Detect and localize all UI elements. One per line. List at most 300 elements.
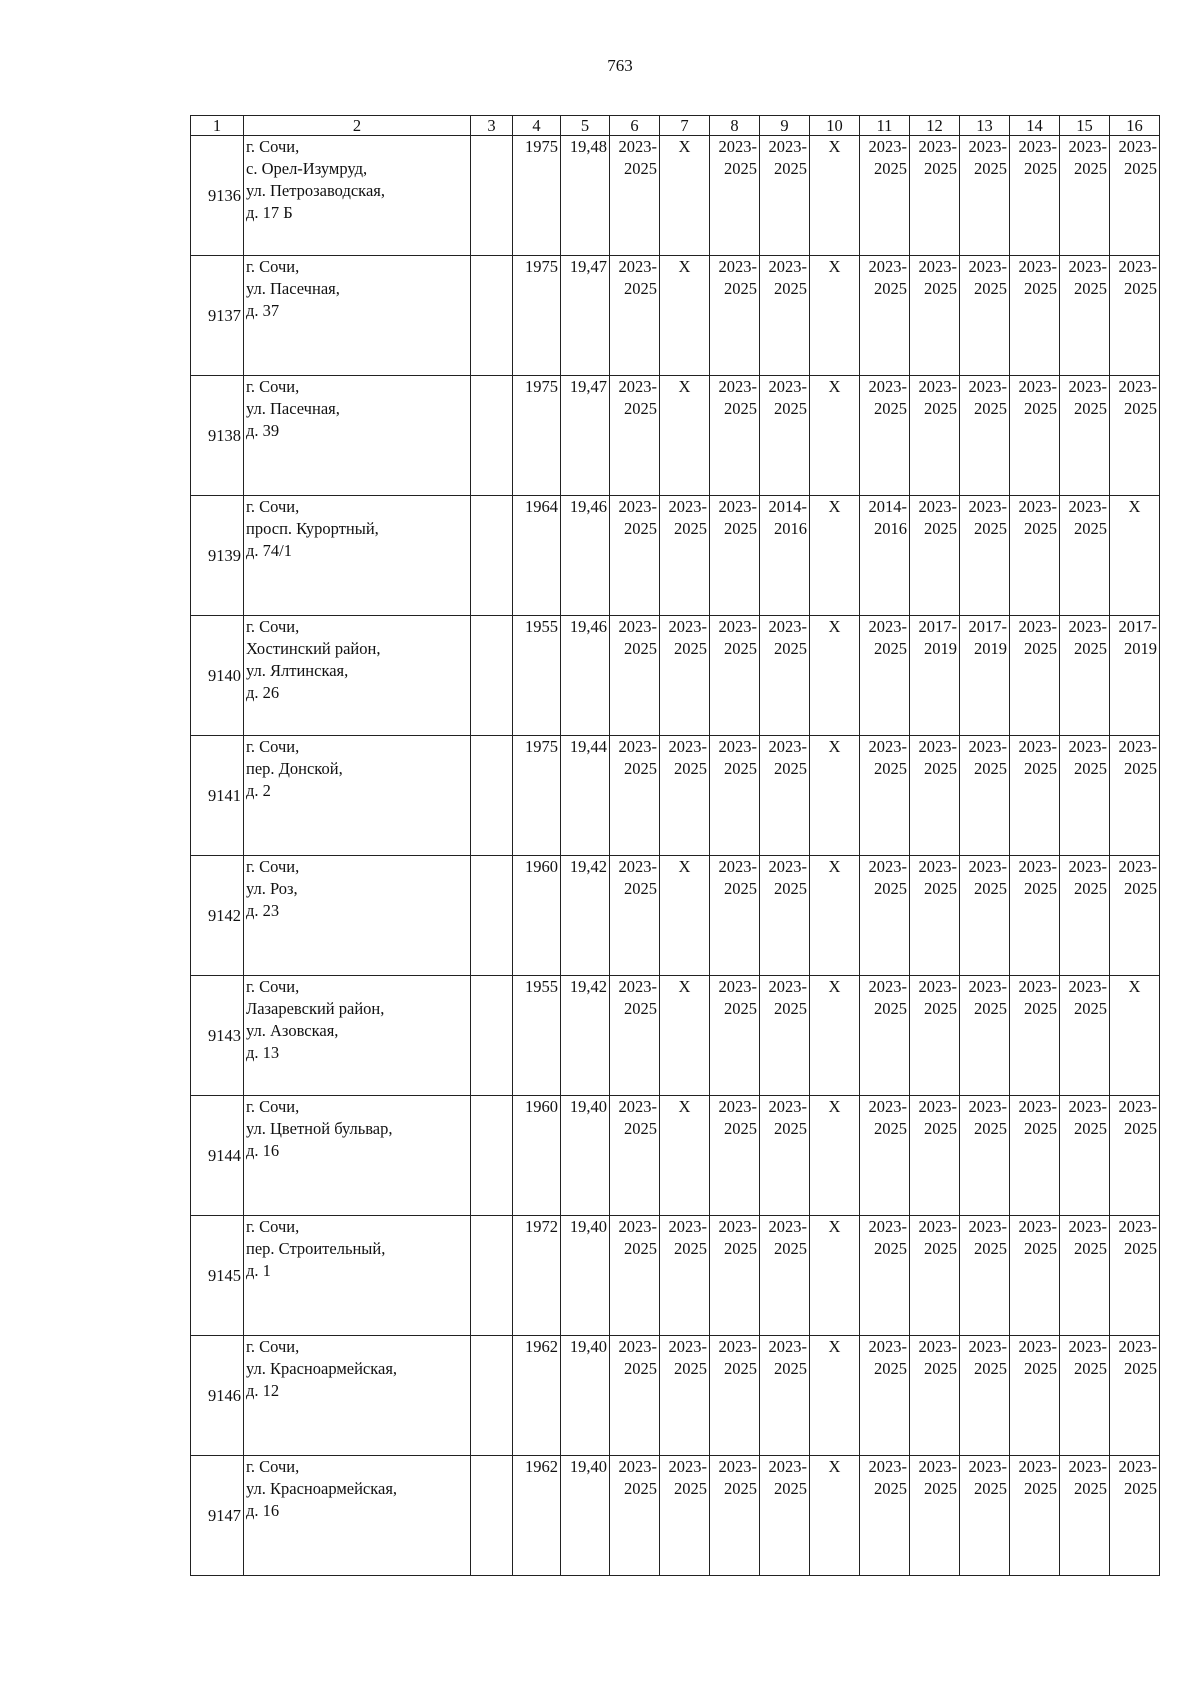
period-start: 2023- bbox=[618, 257, 657, 276]
period-end: 2025 bbox=[1024, 879, 1057, 898]
table-row bbox=[191, 616, 1160, 736]
period-end: 2025 bbox=[724, 399, 757, 418]
column-3-cell bbox=[471, 1456, 513, 1576]
period-cell bbox=[610, 976, 660, 1096]
period-start: 2023- bbox=[968, 1097, 1007, 1116]
period-end: 2025 bbox=[1074, 519, 1107, 538]
address-line: ул. Цветной бульвар, bbox=[246, 1119, 393, 1138]
period-start: 2023- bbox=[768, 1337, 807, 1356]
period-cell bbox=[1010, 496, 1060, 616]
period-start: 2023- bbox=[618, 137, 657, 156]
column-header-4: 4 bbox=[513, 116, 561, 136]
period-cell bbox=[710, 256, 760, 376]
period-cell bbox=[760, 616, 810, 736]
period-start: 2023- bbox=[1068, 977, 1107, 996]
period-cell bbox=[860, 1456, 910, 1576]
row-number: 9137 bbox=[191, 256, 244, 376]
period-end: 2025 bbox=[624, 639, 657, 658]
period-start: 2023- bbox=[718, 857, 757, 876]
row-number: 9145 bbox=[191, 1216, 244, 1336]
period-start: 2023- bbox=[768, 137, 807, 156]
period-end: 2025 bbox=[1124, 879, 1157, 898]
table-body bbox=[191, 116, 1160, 1576]
address-line: г. Сочи, bbox=[246, 137, 300, 156]
period-end: 2019 bbox=[924, 639, 957, 658]
period-start: 2023- bbox=[1118, 137, 1157, 156]
period-end: 2025 bbox=[974, 279, 1007, 298]
period-cell bbox=[960, 616, 1010, 736]
period-end: 2025 bbox=[1124, 1239, 1157, 1258]
period-start: 2023- bbox=[718, 497, 757, 516]
address-line: д. 16 bbox=[246, 1501, 280, 1520]
period-cell bbox=[610, 376, 660, 496]
address-cell bbox=[244, 1336, 471, 1456]
address-line: д. 74/1 bbox=[246, 541, 292, 560]
period-start: 2023- bbox=[618, 737, 657, 756]
period-start: 2023- bbox=[718, 977, 757, 996]
period-end: 2025 bbox=[924, 879, 957, 898]
period-start: 2023- bbox=[1018, 1217, 1057, 1236]
address-line: д. 17 Б bbox=[246, 203, 293, 222]
period-cell bbox=[860, 496, 910, 616]
period-cell bbox=[1010, 1456, 1060, 1576]
period-start: 2023- bbox=[918, 377, 957, 396]
period-cell bbox=[910, 136, 960, 256]
period-end: 2025 bbox=[974, 879, 1007, 898]
address-line: пер. Донской, bbox=[246, 759, 343, 778]
period-end: 2025 bbox=[924, 159, 957, 178]
column-header-10: 10 bbox=[810, 116, 860, 136]
period-start: 2023- bbox=[1018, 377, 1057, 396]
period-cell bbox=[610, 496, 660, 616]
period-start: 2023- bbox=[618, 1457, 657, 1476]
address-line: д. 23 bbox=[246, 901, 280, 920]
not-applicable-cell: X bbox=[810, 136, 860, 256]
period-cell bbox=[710, 376, 760, 496]
period-start: 2023- bbox=[768, 1457, 807, 1476]
address-line: г. Сочи, bbox=[246, 257, 300, 276]
period-cell bbox=[860, 1216, 910, 1336]
address-line: ул. Азовская, bbox=[246, 1021, 339, 1040]
period-cell bbox=[910, 1456, 960, 1576]
not-applicable-cell: X bbox=[810, 376, 860, 496]
column-header-15: 15 bbox=[1060, 116, 1110, 136]
period-end: 2025 bbox=[874, 1239, 907, 1258]
address-cell bbox=[244, 976, 471, 1096]
period-cell bbox=[710, 496, 760, 616]
period-cell bbox=[760, 856, 810, 976]
address-line: просп. Курортный, bbox=[246, 519, 379, 538]
period-cell bbox=[960, 1456, 1010, 1576]
table-row bbox=[191, 1456, 1160, 1576]
period-end: 2019 bbox=[974, 639, 1007, 658]
period-end: 2025 bbox=[774, 279, 807, 298]
period-start: 2023- bbox=[918, 857, 957, 876]
period-end: 2025 bbox=[1124, 1479, 1157, 1498]
year-cell: 1955 bbox=[513, 616, 561, 736]
period-start: 2023- bbox=[668, 1217, 707, 1236]
row-number: 9138 bbox=[191, 376, 244, 496]
period-end: 2025 bbox=[1024, 639, 1057, 658]
address-cell bbox=[244, 136, 471, 256]
period-start: 2023- bbox=[718, 137, 757, 156]
not-applicable-cell: X bbox=[660, 1096, 710, 1216]
period-cell bbox=[960, 376, 1010, 496]
period-cell bbox=[910, 616, 960, 736]
period-cell bbox=[910, 856, 960, 976]
year-cell: 1962 bbox=[513, 1456, 561, 1576]
value-cell: 19,40 bbox=[561, 1336, 610, 1456]
column-3-cell bbox=[471, 256, 513, 376]
period-start: 2023- bbox=[1118, 1457, 1157, 1476]
period-start: 2014- bbox=[868, 497, 907, 516]
column-header-3: 3 bbox=[471, 116, 513, 136]
table-row bbox=[191, 1336, 1160, 1456]
table-row bbox=[191, 976, 1160, 1096]
period-start: 2023- bbox=[668, 497, 707, 516]
period-cell bbox=[760, 1336, 810, 1456]
table-row bbox=[191, 496, 1160, 616]
year-cell: 1975 bbox=[513, 376, 561, 496]
period-end: 2025 bbox=[724, 759, 757, 778]
period-cell bbox=[660, 736, 710, 856]
period-end: 2025 bbox=[724, 1479, 757, 1498]
period-cell bbox=[760, 1456, 810, 1576]
address-line: г. Сочи, bbox=[246, 1217, 300, 1236]
period-end: 2025 bbox=[974, 1479, 1007, 1498]
value-cell: 19,46 bbox=[561, 616, 610, 736]
period-end: 2025 bbox=[624, 159, 657, 178]
address-line: ул. Красноармейская, bbox=[246, 1479, 398, 1498]
period-start: 2023- bbox=[1118, 857, 1157, 876]
period-start: 2023- bbox=[918, 1097, 957, 1116]
period-end: 2025 bbox=[874, 1359, 907, 1378]
table-row bbox=[191, 736, 1160, 856]
period-end: 2025 bbox=[1124, 1119, 1157, 1138]
value-cell: 19,42 bbox=[561, 976, 610, 1096]
column-header-13: 13 bbox=[960, 116, 1010, 136]
period-start: 2023- bbox=[618, 617, 657, 636]
period-start: 2023- bbox=[768, 1097, 807, 1116]
period-cell bbox=[860, 376, 910, 496]
not-applicable-cell: X bbox=[810, 256, 860, 376]
period-cell bbox=[710, 1216, 760, 1336]
table-row bbox=[191, 856, 1160, 976]
period-end: 2025 bbox=[1074, 759, 1107, 778]
address-line: с. Орел-Изумруд, bbox=[246, 159, 368, 178]
period-end: 2025 bbox=[974, 159, 1007, 178]
period-end: 2025 bbox=[874, 159, 907, 178]
period-end: 2025 bbox=[974, 399, 1007, 418]
period-cell bbox=[1060, 136, 1110, 256]
not-applicable-cell: X bbox=[660, 256, 710, 376]
address-line: д. 2 bbox=[246, 781, 271, 800]
period-end: 2025 bbox=[674, 1359, 707, 1378]
period-cell bbox=[660, 1336, 710, 1456]
period-start: 2023- bbox=[968, 1217, 1007, 1236]
value-cell: 19,48 bbox=[561, 136, 610, 256]
not-applicable-cell: X bbox=[660, 376, 710, 496]
period-start: 2023- bbox=[718, 257, 757, 276]
column-3-cell bbox=[471, 136, 513, 256]
period-cell bbox=[710, 976, 760, 1096]
period-start: 2023- bbox=[868, 1217, 907, 1236]
period-end: 2025 bbox=[1074, 999, 1107, 1018]
period-cell bbox=[1010, 856, 1060, 976]
value-cell: 19,47 bbox=[561, 376, 610, 496]
period-start: 2023- bbox=[868, 1457, 907, 1476]
year-cell: 1960 bbox=[513, 1096, 561, 1216]
period-cell bbox=[760, 1096, 810, 1216]
period-cell bbox=[960, 856, 1010, 976]
period-end: 2025 bbox=[624, 1239, 657, 1258]
header-row bbox=[191, 116, 1160, 136]
period-cell bbox=[610, 256, 660, 376]
period-start: 2023- bbox=[618, 857, 657, 876]
period-end: 2025 bbox=[774, 1239, 807, 1258]
period-cell bbox=[710, 1096, 760, 1216]
period-cell bbox=[660, 1456, 710, 1576]
period-end: 2025 bbox=[674, 519, 707, 538]
period-end: 2025 bbox=[924, 519, 957, 538]
period-start: 2023- bbox=[668, 737, 707, 756]
period-start: 2023- bbox=[668, 1337, 707, 1356]
period-cell bbox=[1110, 1096, 1160, 1216]
row-number: 9142 bbox=[191, 856, 244, 976]
address-cell bbox=[244, 376, 471, 496]
period-start: 2023- bbox=[718, 1097, 757, 1116]
period-end: 2025 bbox=[974, 1239, 1007, 1258]
period-cell bbox=[860, 856, 910, 976]
period-end: 2025 bbox=[924, 279, 957, 298]
period-start: 2023- bbox=[868, 857, 907, 876]
period-start: 2023- bbox=[1068, 737, 1107, 756]
register-table bbox=[190, 115, 1160, 1576]
period-cell bbox=[1010, 736, 1060, 856]
period-start: 2023- bbox=[718, 1217, 757, 1236]
period-start: 2014- bbox=[768, 497, 807, 516]
period-end: 2025 bbox=[774, 399, 807, 418]
period-end: 2025 bbox=[724, 1359, 757, 1378]
period-cell bbox=[760, 496, 810, 616]
period-cell bbox=[1110, 136, 1160, 256]
period-start: 2023- bbox=[768, 377, 807, 396]
not-applicable-cell: X bbox=[660, 136, 710, 256]
column-3-cell bbox=[471, 856, 513, 976]
address-line: д. 16 bbox=[246, 1141, 280, 1160]
period-cell bbox=[1060, 616, 1110, 736]
period-end: 2025 bbox=[774, 639, 807, 658]
period-cell bbox=[910, 976, 960, 1096]
period-start: 2023- bbox=[1018, 617, 1057, 636]
period-cell bbox=[860, 256, 910, 376]
not-applicable-cell: X bbox=[810, 1336, 860, 1456]
period-start: 2023- bbox=[718, 377, 757, 396]
address-line: Лазаревский район, bbox=[246, 999, 385, 1018]
period-start: 2023- bbox=[768, 257, 807, 276]
period-cell bbox=[760, 256, 810, 376]
period-end: 2025 bbox=[1074, 639, 1107, 658]
period-cell bbox=[710, 616, 760, 736]
row-number: 9141 bbox=[191, 736, 244, 856]
period-cell bbox=[1060, 1096, 1110, 1216]
period-start: 2023- bbox=[1068, 497, 1107, 516]
period-start: 2023- bbox=[618, 377, 657, 396]
period-start: 2023- bbox=[1018, 497, 1057, 516]
period-end: 2025 bbox=[924, 1119, 957, 1138]
period-cell bbox=[960, 496, 1010, 616]
column-3-cell bbox=[471, 496, 513, 616]
period-end: 2025 bbox=[624, 519, 657, 538]
address-line: д. 39 bbox=[246, 421, 280, 440]
period-end: 2025 bbox=[874, 639, 907, 658]
period-end: 2016 bbox=[774, 519, 807, 538]
period-end: 2025 bbox=[1074, 399, 1107, 418]
not-applicable-cell: X bbox=[810, 616, 860, 736]
period-start: 2023- bbox=[1068, 1337, 1107, 1356]
value-cell: 19,40 bbox=[561, 1096, 610, 1216]
period-start: 2023- bbox=[768, 617, 807, 636]
period-start: 2023- bbox=[918, 1217, 957, 1236]
address-line: д. 1 bbox=[246, 1261, 271, 1280]
period-start: 2023- bbox=[968, 137, 1007, 156]
period-cell bbox=[1060, 496, 1110, 616]
period-end: 2025 bbox=[774, 999, 807, 1018]
period-end: 2025 bbox=[724, 879, 757, 898]
period-cell bbox=[1110, 616, 1160, 736]
column-header-1: 1 bbox=[191, 116, 244, 136]
period-end: 2025 bbox=[624, 1359, 657, 1378]
period-cell bbox=[860, 1096, 910, 1216]
address-line: д. 26 bbox=[246, 683, 280, 702]
period-end: 2025 bbox=[924, 1359, 957, 1378]
period-start: 2023- bbox=[868, 737, 907, 756]
period-start: 2023- bbox=[918, 1337, 957, 1356]
period-start: 2023- bbox=[1018, 737, 1057, 756]
period-cell bbox=[910, 376, 960, 496]
period-cell bbox=[1060, 1336, 1110, 1456]
address-line: г. Сочи, bbox=[246, 737, 300, 756]
address-cell bbox=[244, 256, 471, 376]
period-cell bbox=[1110, 856, 1160, 976]
page-number: 763 bbox=[607, 56, 633, 75]
address-line: г. Сочи, bbox=[246, 977, 300, 996]
period-end: 2025 bbox=[924, 759, 957, 778]
not-applicable-cell: X bbox=[810, 736, 860, 856]
address-line: г. Сочи, bbox=[246, 1097, 300, 1116]
period-start: 2023- bbox=[968, 737, 1007, 756]
period-cell bbox=[760, 136, 810, 256]
period-cell bbox=[960, 736, 1010, 856]
period-end: 2025 bbox=[1074, 159, 1107, 178]
period-cell bbox=[860, 1336, 910, 1456]
period-cell bbox=[910, 736, 960, 856]
period-start: 2023- bbox=[1118, 1337, 1157, 1356]
address-line: г. Сочи, bbox=[246, 1337, 300, 1356]
period-end: 2025 bbox=[1074, 879, 1107, 898]
column-3-cell bbox=[471, 976, 513, 1096]
period-end: 2025 bbox=[1024, 279, 1057, 298]
period-end: 2025 bbox=[624, 879, 657, 898]
period-end: 2025 bbox=[1124, 159, 1157, 178]
period-cell bbox=[610, 1096, 660, 1216]
period-start: 2023- bbox=[868, 977, 907, 996]
period-cell bbox=[660, 496, 710, 616]
period-cell bbox=[760, 976, 810, 1096]
period-end: 2025 bbox=[1024, 399, 1057, 418]
period-end: 2025 bbox=[874, 759, 907, 778]
address-line: пер. Строительный, bbox=[246, 1239, 386, 1258]
period-start: 2017- bbox=[918, 617, 957, 636]
period-end: 2025 bbox=[724, 1119, 757, 1138]
period-end: 2025 bbox=[874, 1479, 907, 1498]
period-end: 2025 bbox=[724, 519, 757, 538]
table-row bbox=[191, 136, 1160, 256]
period-end: 2025 bbox=[974, 519, 1007, 538]
period-start: 2023- bbox=[1068, 617, 1107, 636]
period-cell bbox=[1060, 1216, 1110, 1336]
row-number: 9139 bbox=[191, 496, 244, 616]
period-cell bbox=[960, 136, 1010, 256]
period-cell bbox=[710, 1336, 760, 1456]
period-cell bbox=[610, 1216, 660, 1336]
period-cell bbox=[1010, 136, 1060, 256]
period-cell bbox=[610, 136, 660, 256]
period-start: 2023- bbox=[1018, 1337, 1057, 1356]
address-line: г. Сочи, bbox=[246, 497, 300, 516]
period-start: 2023- bbox=[718, 737, 757, 756]
period-cell bbox=[610, 1456, 660, 1576]
period-cell bbox=[1110, 256, 1160, 376]
period-start: 2023- bbox=[1118, 1217, 1157, 1236]
period-end: 2025 bbox=[1024, 159, 1057, 178]
period-cell bbox=[1010, 616, 1060, 736]
address-line: г. Сочи, bbox=[246, 857, 300, 876]
column-3-cell bbox=[471, 1216, 513, 1336]
period-end: 2025 bbox=[1024, 1359, 1057, 1378]
not-applicable-cell: X bbox=[660, 856, 710, 976]
period-cell bbox=[960, 1336, 1010, 1456]
period-end: 2025 bbox=[974, 759, 1007, 778]
not-applicable-cell: X bbox=[660, 976, 710, 1096]
period-start: 2023- bbox=[1068, 1217, 1107, 1236]
period-start: 2023- bbox=[868, 377, 907, 396]
period-start: 2023- bbox=[768, 737, 807, 756]
address-line: д. 37 bbox=[246, 301, 280, 320]
period-cell bbox=[910, 256, 960, 376]
column-header-5: 5 bbox=[561, 116, 610, 136]
year-cell: 1955 bbox=[513, 976, 561, 1096]
not-applicable-cell: X bbox=[810, 1456, 860, 1576]
period-end: 2025 bbox=[1024, 759, 1057, 778]
period-end: 2025 bbox=[1024, 1239, 1057, 1258]
period-cell bbox=[1110, 1456, 1160, 1576]
column-3-cell bbox=[471, 376, 513, 496]
period-start: 2023- bbox=[1118, 257, 1157, 276]
period-end: 2025 bbox=[1074, 279, 1107, 298]
period-start: 2023- bbox=[918, 497, 957, 516]
period-end: 2025 bbox=[774, 879, 807, 898]
not-applicable-cell: X bbox=[810, 856, 860, 976]
period-start: 2023- bbox=[1018, 1097, 1057, 1116]
row-number: 9136 bbox=[191, 136, 244, 256]
period-start: 2017- bbox=[1118, 617, 1157, 636]
period-cell bbox=[1060, 736, 1110, 856]
period-cell bbox=[1010, 976, 1060, 1096]
period-cell bbox=[710, 136, 760, 256]
period-end: 2025 bbox=[624, 999, 657, 1018]
period-start: 2023- bbox=[968, 977, 1007, 996]
